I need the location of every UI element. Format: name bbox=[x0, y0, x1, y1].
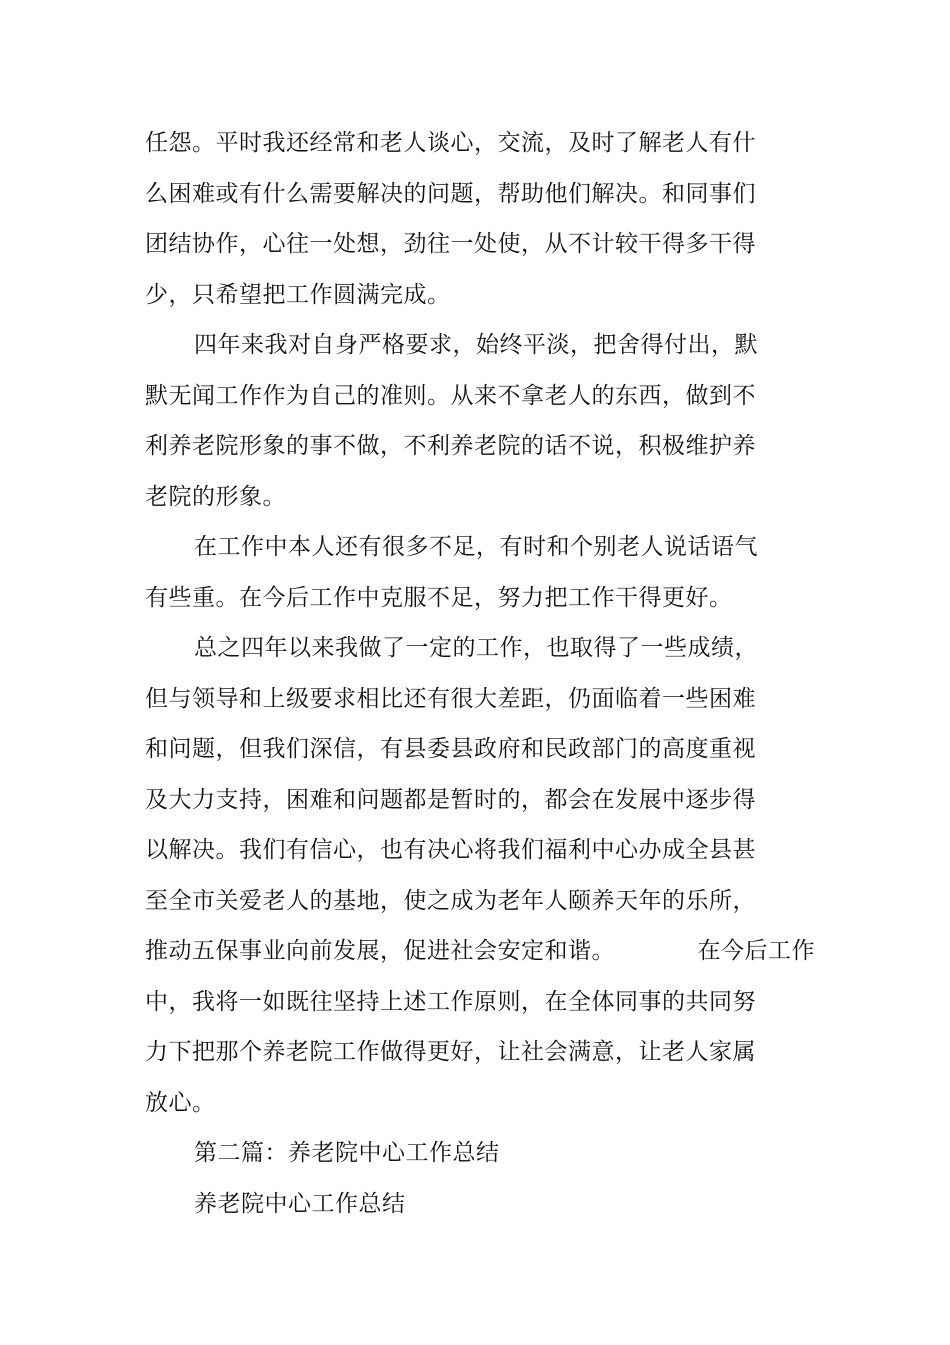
text-line: 老院的形象。 bbox=[145, 483, 286, 510]
text-line: 养老院中心工作总结 bbox=[194, 1190, 406, 1217]
text-line: 放心。 bbox=[145, 1089, 216, 1116]
text-line: 第二篇：养老院中心工作总结 bbox=[194, 1140, 500, 1166]
text-line: 在工作中本人还有很多不足，有时和个别老人说话语气 bbox=[194, 534, 758, 560]
text-line: 有些重。在今后工作中克服不足，努力把工作干得更好。 bbox=[145, 584, 733, 611]
text-line: 中，我将一如既往坚持上述工作原则，在全体同事的共同努 bbox=[145, 988, 756, 1015]
text-line: 但与领导和上级要求相比还有很大差距，仍面临着一些困难 bbox=[145, 685, 756, 712]
text-line: 少，只希望把工作圆满完成。 bbox=[145, 281, 451, 308]
text-line: 及大力支持，困难和问题都是暂时的，都会在发展中逐步得 bbox=[145, 786, 756, 813]
text-line: 团结协作，心往一处想，劲往一处使，从不计较干得多干得 bbox=[145, 231, 756, 257]
text-line: 总之四年以来我做了一定的工作，也取得了一些成绩， bbox=[194, 635, 758, 661]
text-line: 至全市关爱老人的基地，使之成为老年人颐养天年的乐所， bbox=[145, 887, 756, 914]
text-line: 力下把那个养老院工作做得更好，让社会满意，让老人家属 bbox=[145, 1039, 756, 1065]
document-body bbox=[0, 118, 950, 1229]
text-line: 和问题，但我们深信，有县委县政府和民政部门的高度重视 bbox=[145, 736, 756, 762]
text-line: 以解决。我们有信心，也有决心将我们福利中心办成全县甚 bbox=[145, 837, 756, 863]
text-line: 推动五保事业向前发展，促进社会安定和谐。 在今后工作 bbox=[145, 938, 815, 964]
text-line: 默无闻工作作为自己的准则。从来不拿老人的东西，做到不 bbox=[145, 382, 756, 409]
text-line: 么困难或有什么需要解决的问题，帮助他们解决。和同事们 bbox=[145, 180, 756, 207]
text-line: 四年来我对自身严格要求，始终平淡，把舍得付出，默 bbox=[194, 332, 758, 358]
text-line: 任怨。平时我还经常和老人谈心，交流，及时了解老人有什 bbox=[145, 130, 756, 156]
text-line: 利养老院形象的事不做，不利养老院的话不说，积极维护养 bbox=[145, 433, 756, 459]
